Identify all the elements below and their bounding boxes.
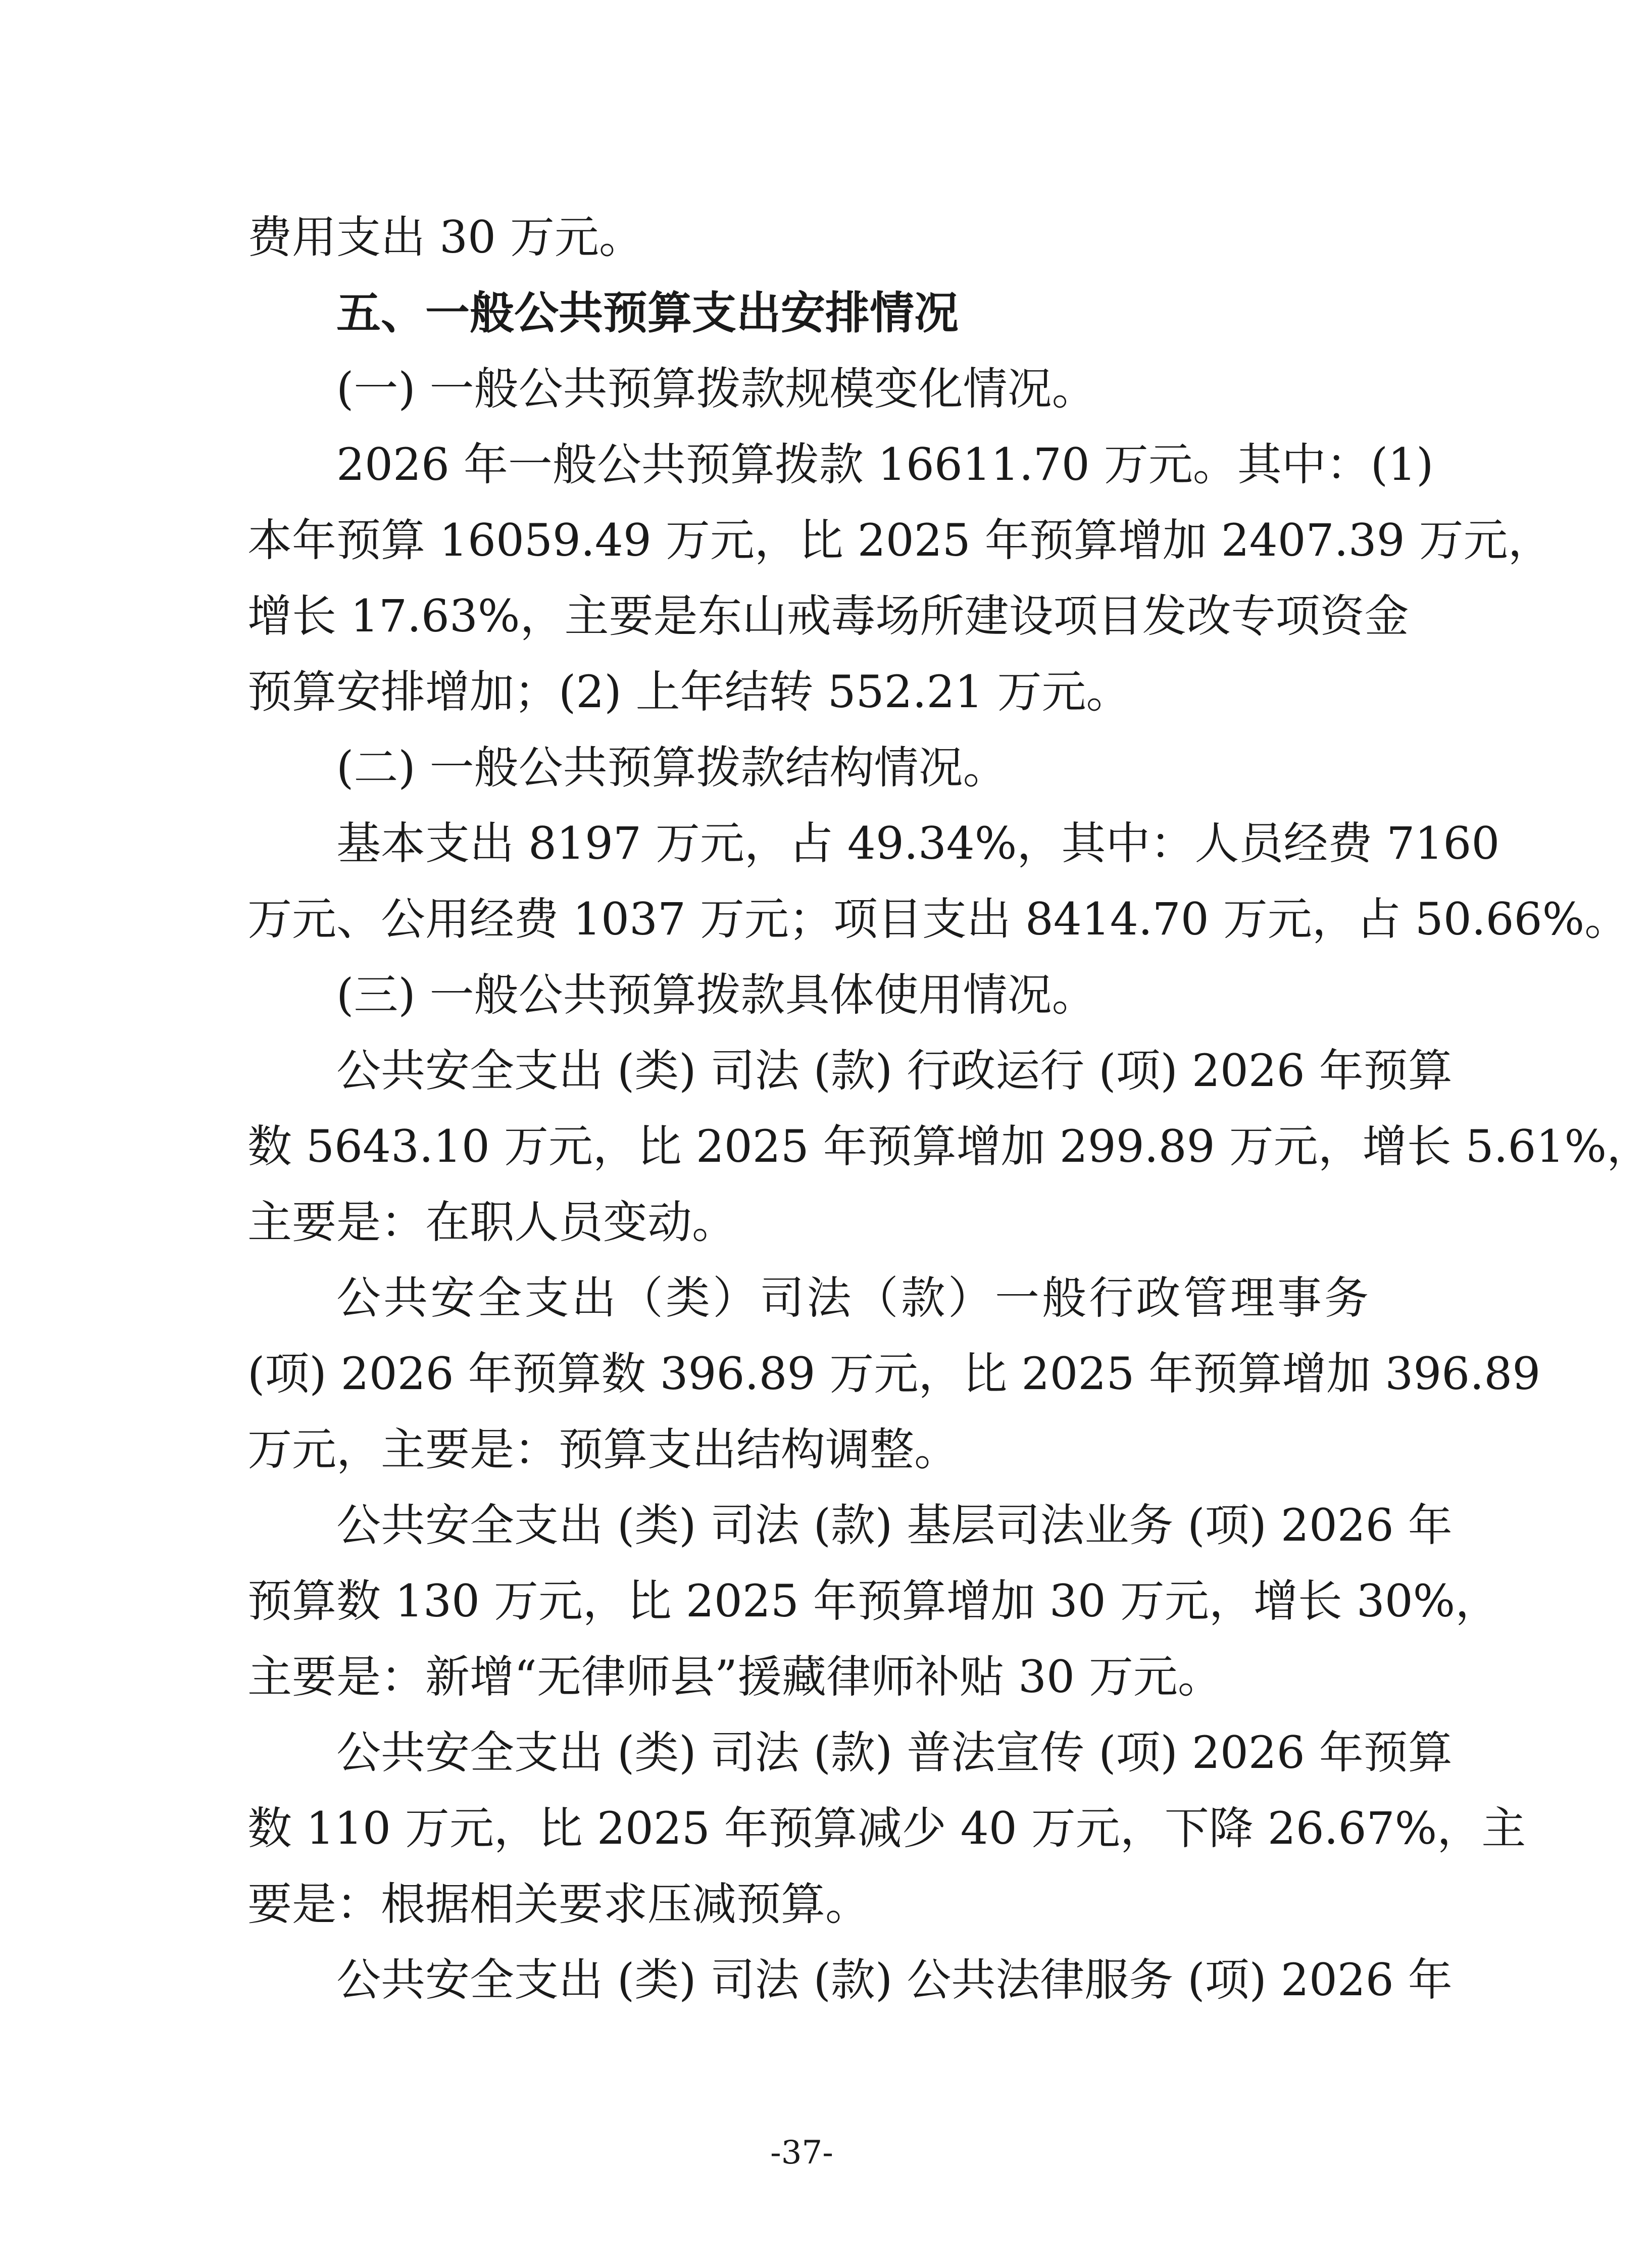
text-line: 预算安排增加；(2) 上年结转 552.21 万元。: [247, 666, 1131, 718]
text-line: 主要是：在职人员变动。: [247, 1196, 737, 1248]
text-line: 要是：根据相关要求压减预算。: [247, 1878, 870, 1930]
text-line: 预算数 130 万元，比 2025 年预算增加 30 万元，增长 30%，: [247, 1575, 1500, 1627]
text-line: 2026 年一般公共预算拨款 16611.70 万元。其中：(1): [336, 438, 1434, 490]
text-line: 公共安全支出 (类) 司法 (款) 普法宣传 (项) 2026 年预算: [336, 1727, 1453, 1779]
subsection-heading: (三) 一般公共预算拨款具体使用情况。: [336, 969, 1096, 1021]
text-line: 基本支出 8197 万元，占 49.34%，其中：人员经费 7160: [336, 817, 1500, 869]
subsection-heading: (二) 一般公共预算拨款结构情况。: [336, 742, 1008, 794]
text-line: 费用支出 30 万元。: [247, 211, 643, 263]
text-line: 公共安全支出 (类) 司法 (款) 公共法律服务 (项) 2026 年: [336, 1954, 1453, 2006]
text-line: 数 110 万元，比 2025 年预算减少 40 万元，下降 26.67%，主: [247, 1802, 1526, 1854]
page-number: -37-: [770, 2134, 833, 2172]
text-line: 主要是：新增“无律师县”援藏律师补贴 30 万元。: [247, 1651, 1222, 1703]
document-body: [247, 200, 1651, 2018]
text-line: 数 5643.10 万元，比 2025 年预算增加 299.89 万元，增长 5.61%，: [247, 1120, 1651, 1172]
text-line: (项) 2026 年预算数 396.89 万元，比 2025 年预算增加 396.89: [247, 1348, 1541, 1400]
text-line: 公共安全支出（类）司法（款）一般行政管理事务: [336, 1272, 1369, 1324]
text-line: 公共安全支出 (类) 司法 (款) 行政运行 (项) 2026 年预算: [336, 1045, 1453, 1097]
text-line: 本年预算 16059.49 万元，比 2025 年预算增加 2407.39 万元，: [247, 514, 1553, 566]
section-heading: 五、一般公共预算支出安排情况: [336, 287, 959, 339]
text-line: 万元，主要是：预算支出结构调整。: [247, 1423, 959, 1475]
text-line: 公共安全支出 (类) 司法 (款) 基层司法业务 (项) 2026 年: [336, 1499, 1453, 1551]
subsection-heading: (一) 一般公共预算拨款规模变化情况。: [336, 363, 1096, 415]
text-line: 增长 17.63%，主要是东山戒毒场所建设项目发改专项资金: [247, 590, 1409, 642]
text-line: 万元、公用经费 1037 万元；项目支出 8414.70 万元，占 50.66%。: [247, 893, 1629, 945]
